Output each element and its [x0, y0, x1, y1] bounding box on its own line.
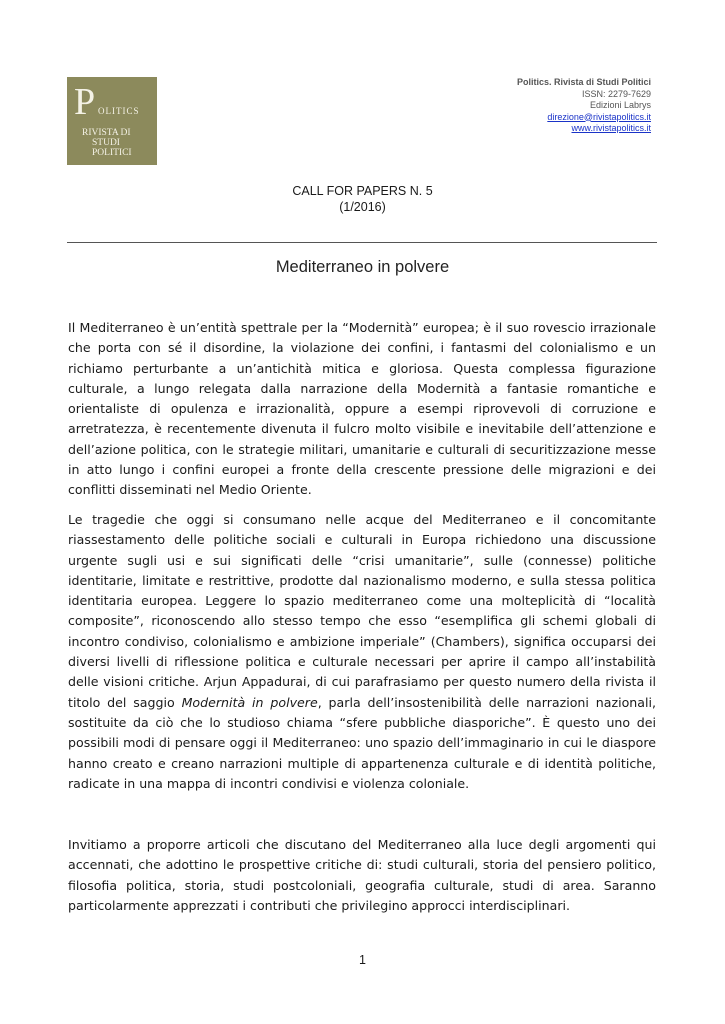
journal-name: Politics. Rivista di Studi Politici	[516, 77, 651, 87]
document-title: Mediterraneo in polvere	[275, 258, 450, 276]
journal-logo	[67, 77, 157, 165]
logo-initial: P	[74, 81, 96, 123]
paragraph-2-part-a: Le tragedie che oggi si consumano nelle acque del Mediterraneo e il concomitante riassestamento delle politiche sociali e culturali in Europa richiedono una discussione urgente sugli usi e sui significati delle “crisi umanitarie”, sulle (connesse) politiche identitarie, limitate e restrittive, prodotte dal nazionalismo moderno, e sulla stessa politica identitaria europea. Leggere lo spazio mediterraneo come una molteplicità di “località composite”, riconoscendo allo stesso tempo che esso “esemplifica gli schemi globali di incontro condiviso, colonialismo e ambizione imperiale” (Chambers), significa occuparsi dei diversi livelli di riflessione politica e culturale necessari per aprire il campo all’instabilità delle visioni critiche. Arjun Appadurai, di cui parafrasiamo per questo numero della rivista il titolo del saggio	[68, 512, 656, 710]
call-for-papers-label: CALL FOR PAPERS N. 5	[292, 184, 433, 198]
journal-info	[517, 77, 651, 135]
logo-line-3: POLITICI	[92, 148, 132, 158]
page-number: 1	[359, 953, 366, 967]
paragraph-2	[68, 510, 656, 794]
logo-word: OLITICS	[98, 106, 140, 116]
cited-title: Modernità in polvere	[181, 694, 318, 710]
paragraph-1: Il Mediterraneo è un’entità spettrale per la “Modernità” europea; è il suo rovescio irrazionale che porta con sé il disordine, la violazione dei confini, i fantasmi del colonialismo e un richiamo perturbante a un’antichità mitica e gloriosa. Questa complessa figurazione culturale, a lungo relegata dalla narrazione della Modernità a fantasie romantiche e orientaliste di opulenza e irrazionalità, oppure a esempi riprovevoli di corruzione e arretratezza, è recentemente divenuta il fulcro molto visibile e inevitabile dell’attenzione e dell’azione politica, con le strategie militari, umanitarie e culturali di securitizzazione messe in atto lungo i confini europei a fronte della crescente pressione delle migrazioni e dei conflitti disseminati nel Medio Oriente.	[68, 320, 656, 498]
divider	[67, 242, 657, 243]
logo-line-2: STUDI	[92, 138, 120, 148]
logo-line-1: RIVISTA DI	[82, 128, 131, 138]
paragraph-3: Invitiamo a proporre articoli che discutano del Mediterraneo alla luce degli argomenti qui accennati, che adottino le prospettive critiche di: studi culturali, storia del pensiero politico, filosofia politica, storia, studi postcoloniali, geografia culturale, studi di area. Saranno particolarmente apprezzati i contributi che privilegino approcci interdisciplinari.	[68, 837, 656, 913]
paragraph-2-part-b: , parla dell’insostenibilità delle narrazioni nazionali, sostituite da ciò che lo studioso chiama “sfere pubbliche diasporiche”. È questo uno dei possibili modi di pensare oggi il Mediterraneo: uno spazio dell’immaginario in cui le diaspore hanno creato e creano narrazioni multiple di appartenenza culturale e di identità politiche, radicate in una mappa di incontri condivisi e violenza coloniale.	[68, 694, 656, 791]
publisher: Edizioni Labrys	[589, 100, 651, 110]
issn: ISSN: 2279-7629	[581, 88, 651, 99]
issue-number: (1/2016)	[339, 200, 386, 214]
email-link[interactable]: direzione@rivistapolitics.it	[547, 111, 651, 122]
website-link[interactable]: www.rivistapolitics.it	[571, 123, 651, 133]
